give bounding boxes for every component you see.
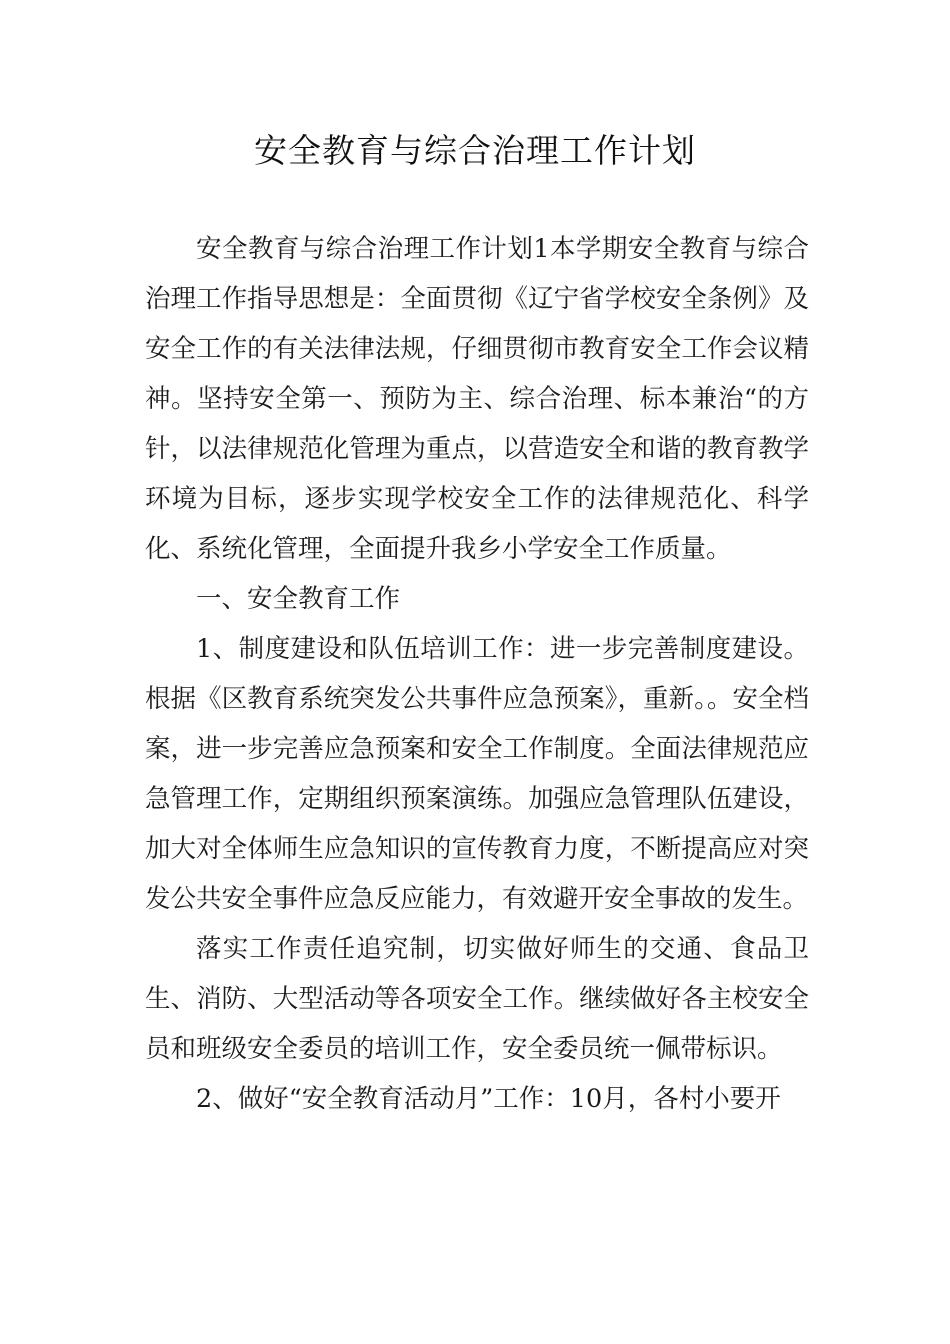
- section-heading-safety-education: 一、安全教育工作: [196, 584, 401, 614]
- paragraph-safety-month: 2、做好“安全教育活动月”工作：10月，各村小要开: [196, 1084, 781, 1114]
- paragraph-responsibility: 落实工作责任追究制，切实做好师生的交通、食品卫生、消防、大型活动等各项安全工作。继续做好各主校安全员和班级安全委员的培训工作，安全委员统一佩带标识。: [145, 934, 809, 1064]
- paragraph-guiding-thought: 安全教育与综合治理工作计划1本学期安全教育与综合治理工作指导思想是：全面贯彻《辽宁省学校安全条例》及安全工作的有关法律法规，仔细贯彻市教育安全工作会议精神。坚持安全第一、预防为主、综合治理、标本兼治“的方针，以法律规范化管理为重点，以营造安全和谐的教育教学环境为目标，逐步实现学校安全工作的法律规范化、科学化、系统化管理，全面提升我乡小学安全工作质量。: [145, 234, 809, 564]
- document-body: [145, 224, 809, 1124]
- document-title: 安全教育与综合治理工作计划: [254, 131, 696, 170]
- paragraph-system-and-training: 1、制度建设和队伍培训工作：进一步完善制度建设。根据《区教育系统突发公共事件应急预案》，重新。。安全档案，进一步完善应急预案和安全工作制度。全面法律规范应急管理工作，定期组织预案演练。加强应急管理队伍建设，加大对全体师生应急知识的宣传教育力度，不断提高应对突发公共安全事件应急反应能力，有效避开安全事故的发生。: [145, 634, 809, 914]
